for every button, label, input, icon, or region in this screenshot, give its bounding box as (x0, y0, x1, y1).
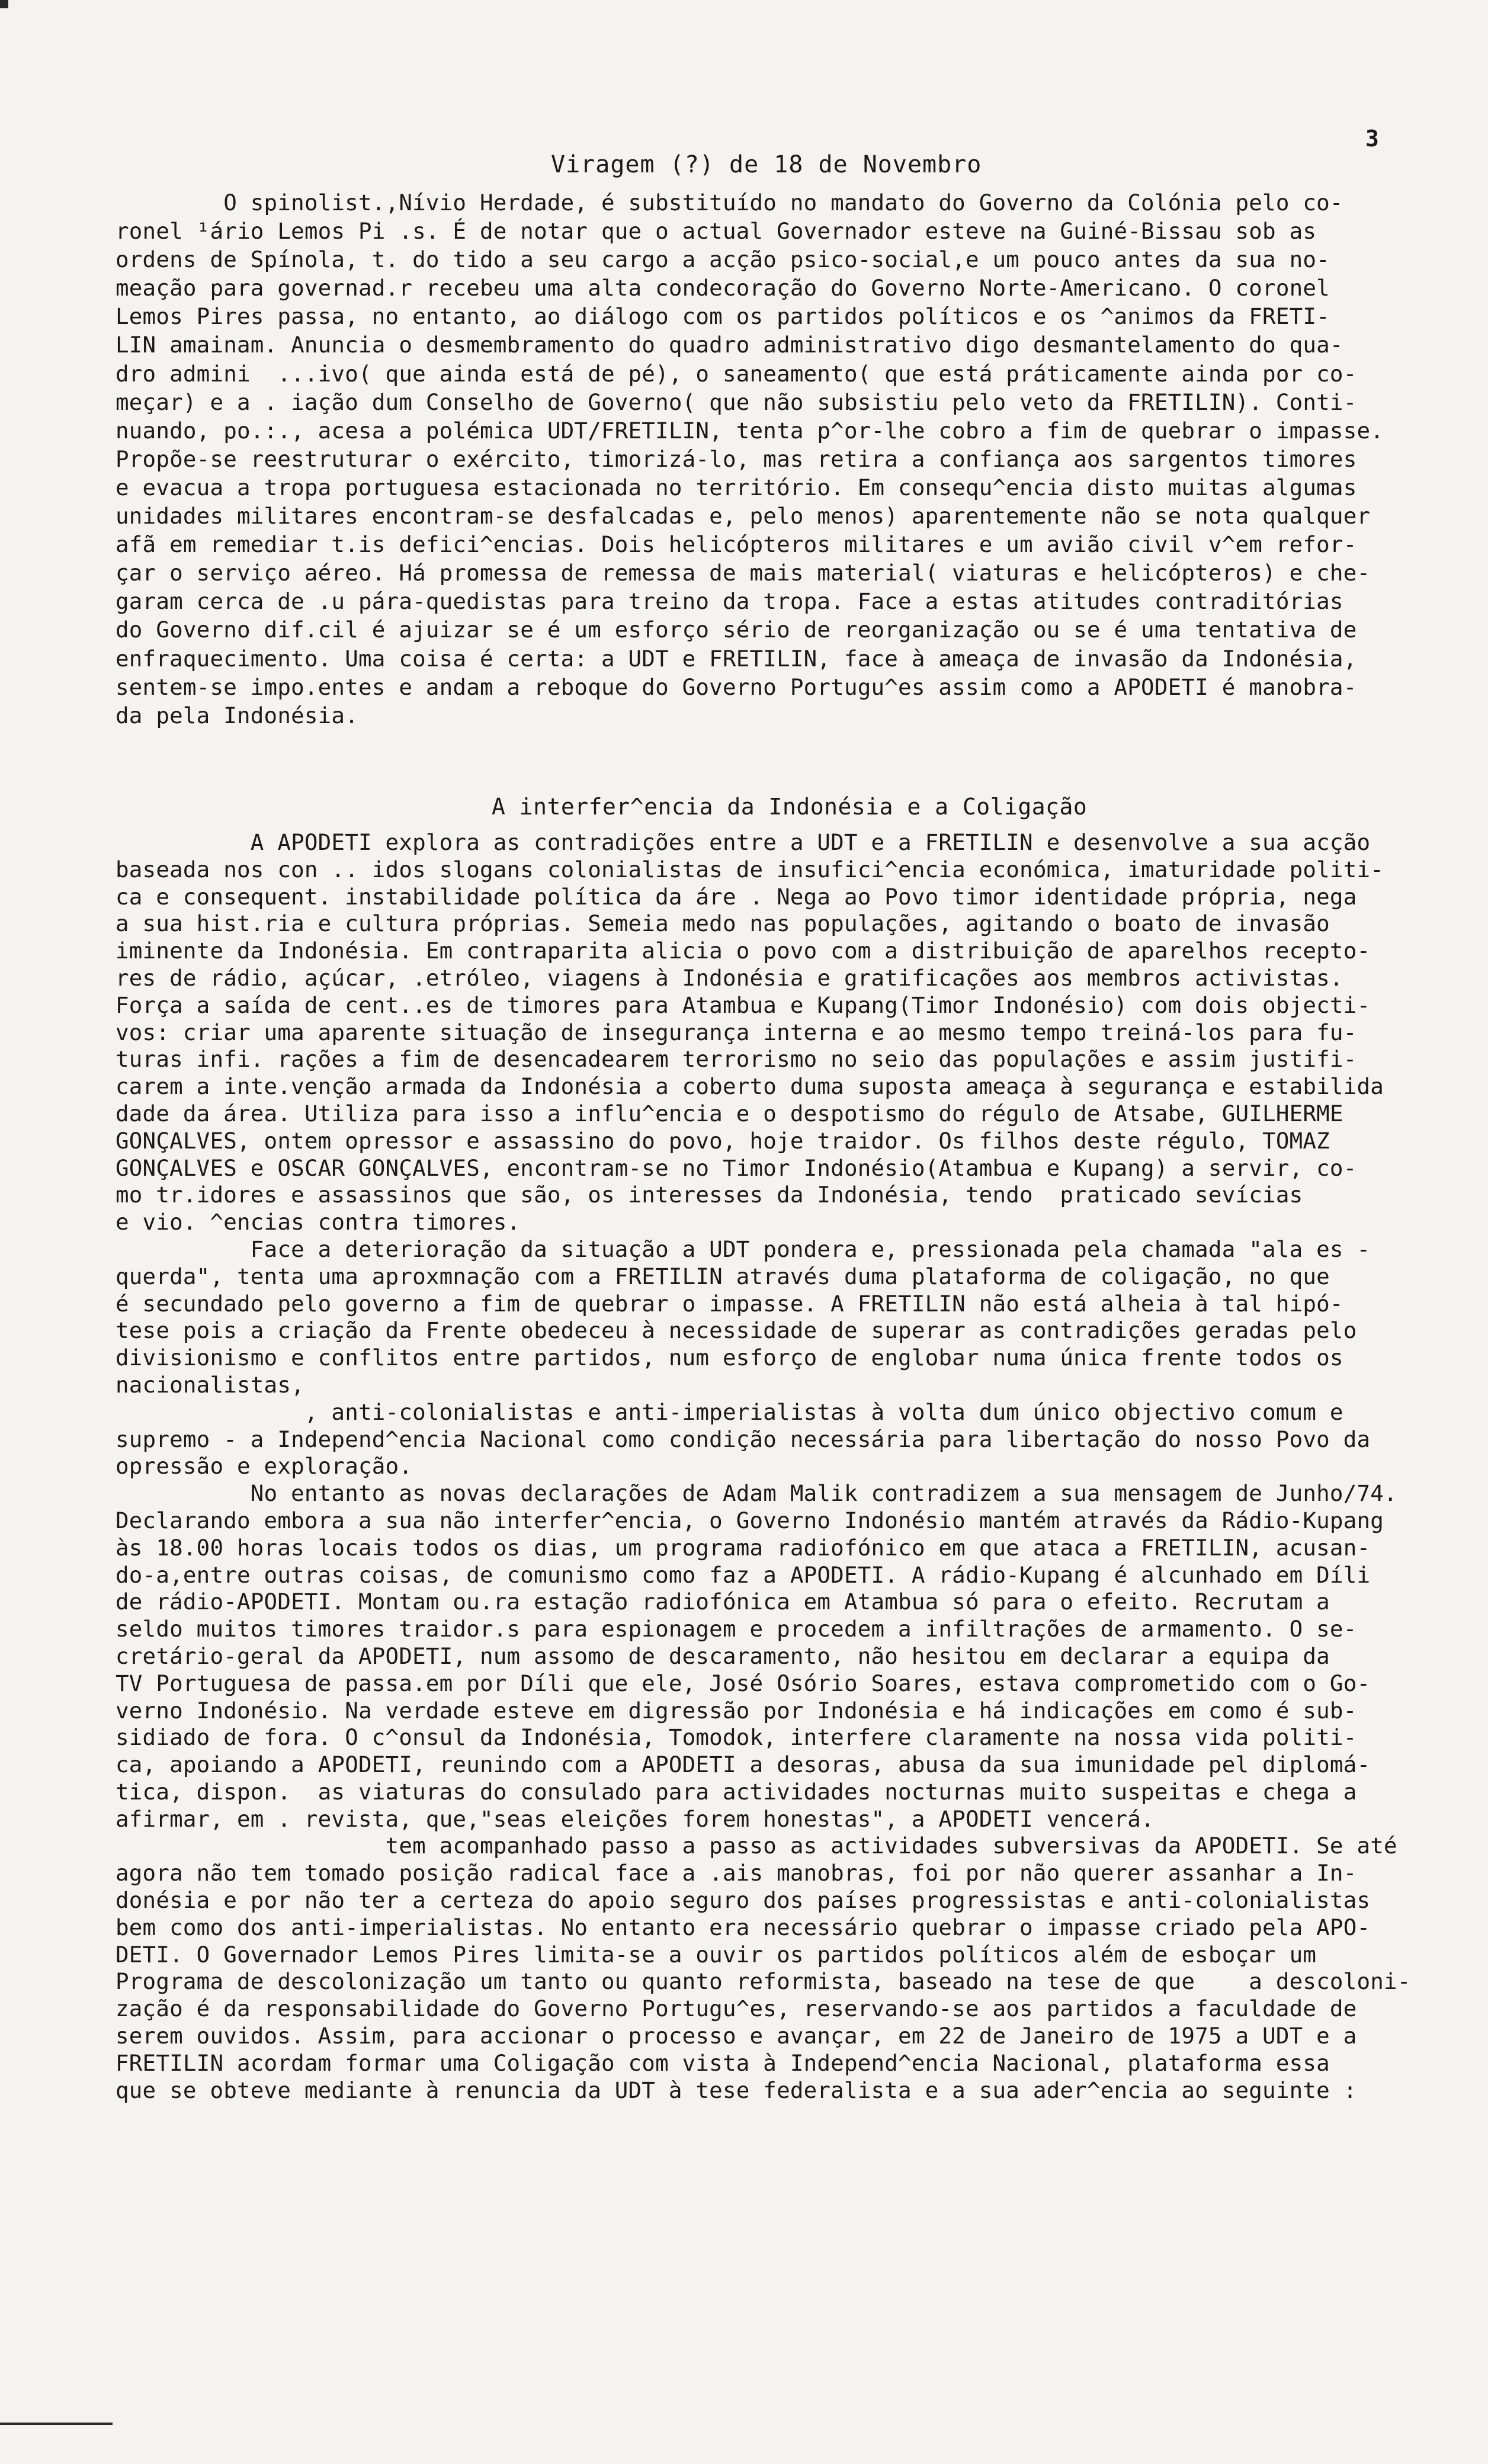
text-line: vos: criar uma aparente situação de insegurança interna e ao mesmo tempo treiná-los para fu- (116, 1019, 1357, 1045)
text-line: baseada nos con .. idos slogans colonialistas de insufici^encia económica, imaturidade politi- (116, 856, 1384, 883)
text-line: nuando, po.:., acesa a polémica UDT/FRETILIN, tenta p^or-lhe cobro a fim de quebrar o impasse. (116, 417, 1384, 444)
text-line: bem como dos anti-imperialistas. No entanto era necessário quebrar o impasse criado pela APO- (116, 1914, 1371, 1940)
text-line: TV Portuguesa de passa.em por Díli que ele, José Osório Soares, estava comprometido com o Go- (116, 1670, 1371, 1696)
text-line: ronel ¹ário Lemos Pi .s. É de notar que o actual Governador esteve na Guiné-Bissau sob as (116, 218, 1317, 245)
text-line: unidades militares encontram-se desfalcadas e, pelo menos) aparentemente não se nota qualquer (116, 503, 1371, 530)
text-line: que se obteve mediante à renuncia da UDT à tese federalista e a sua ader^encia ao seguinte : (116, 2077, 1357, 2103)
text-line: do-a,entre outras coisas, de comunismo como faz a APODETI. A rádio-Kupang é alcunhado em Díli (116, 1561, 1371, 1588)
text-line: çar o serviço aéreo. Há promessa de remessa de mais material( viaturas e helicópteros) e che- (116, 560, 1371, 586)
text-line: nacionalistas, (116, 1371, 304, 1398)
text-line: donésia e por não ter a certeza do apoio seguro dos países progressistas e anti-colonialistas (116, 1887, 1371, 1914)
section-heading: A interfer^encia da Indonésia e a Coligação (492, 794, 1088, 820)
text-line: supremo - a Independ^encia Nacional como condição necessária para libertação do nosso Povo da (116, 1426, 1371, 1452)
text-line: LIN amainam. Anuncia o desmembramento do quadro administrativo digo desmantelamento do qua- (116, 332, 1343, 358)
text-line: tem acompanhado passo a passo as actividades subversivas da APODETI. Se até (116, 1833, 1397, 1859)
scan-edge-mark (0, 2423, 113, 2425)
text-line: Declarando embora a sua não interfer^encia, o Governo Indonésio mantém através da Rádio-Kupang (116, 1507, 1384, 1533)
text-line: serem ouvidos. Assim, para accionar o processo e avançar, em 22 de Janeiro de 1975 a UDT e a (116, 2023, 1357, 2049)
text-line: enfraquecimento. Uma coisa é certa: a UDT e FRETILIN, face à ameaça de invasão da Indonésia, (116, 645, 1357, 672)
text-line: meçar) e a . iação dum Conselho de Governo( que não subsistiu pelo veto da FRETILIN). Conti- (116, 389, 1357, 415)
text-line: , anti-colonialistas e anti-imperialistas à volta dum único objectivo comum e (116, 1398, 1343, 1425)
text-line: Face a deterioração da situação a UDT pondera e, pressionada pela chamada "ala es - (116, 1236, 1371, 1262)
text-line: res de rádio, açúcar, .etróleo, viagens à Indonésia e gratificações aos membros activistas. (116, 964, 1343, 991)
text-line: afirmar, em . revista, que,"seas eleições forem honestas", a APODETI vencerá. (116, 1805, 1155, 1832)
text-line: zação é da responsabilidade do Governo Portugu^es, reservando-se aos partidos a faculdade de (116, 1995, 1357, 2022)
text-line: mo tr.idores e assassinos que são, os interesses da Indonésia, tendo praticado sevícias (116, 1182, 1303, 1208)
text-line: querda", tenta uma aproxmnação com a FRETILIN através duma plataforma de coligação, no que (116, 1263, 1330, 1289)
page-number: 3 (1365, 126, 1379, 152)
body-paragraphs-part2 (116, 829, 1442, 2104)
text-line: ca e consequent. instabilidade política da áre . Nega ao Povo timor identidade própria, nega (116, 883, 1357, 910)
text-line: A APODETI explora as contradições entre a UDT e a FRETILIN e desenvolve a sua acção (116, 829, 1371, 855)
page-title: Viragem (?) de 18 de Novembro (551, 151, 982, 178)
text-line: divisionismo e conflitos entre partidos, num esforço de englobar numa única frente todos os (116, 1345, 1343, 1371)
text-line: Propõe-se reestruturar o exército, timorizá-lo, mas retira a confiança aos sargentos timores (116, 445, 1357, 472)
text-line: Força a saída de cent..es de timores para Atambua e Kupang(Timor Indonésio) com dois objecti- (116, 992, 1371, 1018)
text-line: iminente da Indonésia. Em contraparita alicia o povo com a distribuição de aparelhos recepto- (116, 938, 1371, 964)
body-paragraphs-part1 (116, 188, 1442, 730)
text-line: do Governo dif.cil é ajuizar se é um esforço sério de reorganização ou se é uma tentativa de (116, 617, 1357, 643)
scan-edge-mark (0, 0, 8, 8)
text-line: garam cerca de .u pára-quedistas para treino da tropa. Face a estas atitudes contraditórias (116, 588, 1343, 615)
text-line: dro admini ...ivo( que ainda está de pé), o saneamento( que está práticamente ainda por co- (116, 360, 1357, 387)
text-line: sidiado de fora. O c^onsul da Indonésia, Tomodok, interfere claramente na nossa vida politi- (116, 1724, 1357, 1751)
text-line: Programa de descolonização um tanto ou quanto reformista, baseado na tese de que a descoloni- (116, 1968, 1411, 1995)
text-line: ca, apoiando a APODETI, reunindo com a APODETI a desoras, abusa da sua imunidade pel diplomá- (116, 1751, 1371, 1778)
text-line: tica, dispon. as viaturas do consulado para actividades nocturnas muito suspeitas e chega a (116, 1778, 1357, 1805)
text-line: às 18.00 horas locais todos os dias, um programa radiofónico em que ataca a FRETILIN, acusan- (116, 1534, 1371, 1561)
text-line: e vio. ^encias contra timores. (116, 1209, 521, 1236)
text-line: carem a inte.venção armada da Indonésia a coberto duma suposta ameaça à segurança e estabilida (116, 1073, 1384, 1100)
text-line: tese pois a criação da Frente obedeceu à necessidade de superar as contradições geradas pelo (116, 1317, 1357, 1344)
text-line: da pela Indonésia. (116, 702, 358, 729)
text-line: e evacua a tropa portuguesa estacionada no território. Em consequ^encia disto muitas algumas (116, 474, 1357, 500)
text-line: GONÇALVES, ontem opressor e assassino do povo, hoje traidor. Os filhos deste régulo, TOMAZ (116, 1127, 1330, 1154)
text-line: DETI. O Governador Lemos Pires limita-se a ouvir os partidos políticos além de esboçar um (116, 1941, 1317, 1968)
text-line: afã em remediar t.is defici^encias. Dois helicópteros militares e um avião civil v^em refor- (116, 531, 1357, 558)
text-line: é secundado pelo governo a fim de quebrar o impasse. A FRETILIN não está alheia à tal hipó- (116, 1290, 1343, 1317)
text-line: seldo muitos timores traidor.s para espionagem e procedem a infiltrações de armamento. O se- (116, 1616, 1357, 1642)
text-line: turas infi. rações a fim de desencadearem terrorismo no seio das populações e assim justifi- (116, 1046, 1357, 1073)
text-line: dade da área. Utiliza para isso a influ^encia e o despotismo do régulo de Atsabe, GUILHERME (116, 1100, 1343, 1127)
text-line: de rádio-APODETI. Montam ou.ra estação radiofónica em Atambua só para o efeito. Recrutam a (116, 1589, 1330, 1615)
text-line: Lemos Pires passa, no entanto, ao diálogo com os partidos políticos e os ^animos da FRETI- (116, 303, 1330, 330)
text-line: sentem-se impo.entes e andam a reboque do Governo Portugu^es assim como a APODETI é manobra- (116, 673, 1357, 700)
text-line: a sua hist.ria e cultura próprias. Semeia medo nas populações, agitando o boato de invasão (116, 910, 1330, 937)
text-line: GONÇALVES e OSCAR GONÇALVES, encontram-se no Timor Indonésio(Atambua e Kupang) a servir, co- (116, 1154, 1357, 1181)
text-line: agora não tem tomado posição radical face a .ais manobras, foi por não querer assanhar a In- (116, 1860, 1357, 1886)
text-line: No entanto as novas declarações de Adam Malik contradizem a sua mensagem de Junho/74. (116, 1480, 1397, 1507)
text-line: FRETILIN acordam formar uma Coligação com vista à Independ^encia Nacional, plataforma essa (116, 2049, 1330, 2076)
text-line: O spinolist.,Nívio Herdade, é substituído no mandato do Governo da Colónia pelo co- (116, 190, 1343, 216)
text-line: verno Indonésio. Na verdade esteve em digressão por Indonésia e há indicações em como é sub- (116, 1697, 1357, 1724)
text-line: meação para governad.r recebeu uma alta condecoração do Governo Norte-Americano. O coronel (116, 275, 1330, 301)
text-line: opressão e exploração. (116, 1453, 413, 1480)
text-line: ordens de Spínola, t. do tido a seu cargo a acção psico-social,e um pouco antes da sua no- (116, 246, 1330, 273)
text-line: cretário-geral da APODETI, num assomo de descaramento, não hesitou em declarar a equipa da (116, 1642, 1330, 1669)
